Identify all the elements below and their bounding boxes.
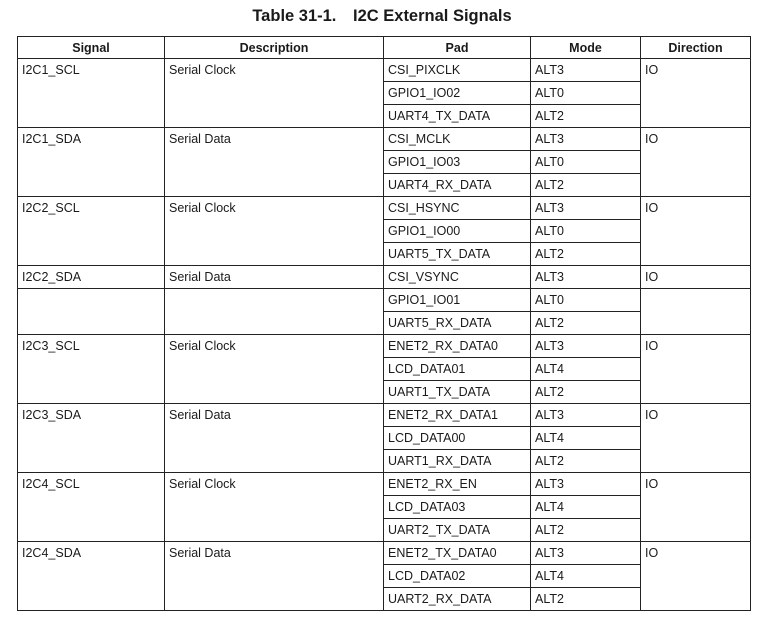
mode-cell: ALT4	[531, 358, 641, 381]
pad-cell: UART1_RX_DATA	[384, 450, 531, 473]
table-header	[18, 37, 751, 59]
pad-cell: ENET2_RX_DATA1	[384, 404, 531, 427]
header-pad: Pad	[384, 37, 531, 59]
mode-cell: ALT2	[531, 519, 641, 542]
description-cell: Serial Data	[165, 542, 384, 611]
mode-cell: ALT2	[531, 450, 641, 473]
signal-group	[18, 473, 751, 542]
mode-cell: ALT4	[531, 496, 641, 519]
signal-group	[18, 335, 751, 404]
pad-cell: CSI_PIXCLK	[384, 59, 531, 82]
pad-cell: ENET2_RX_EN	[384, 473, 531, 496]
pad-cell: ENET2_TX_DATA0	[384, 542, 531, 565]
pad-cell: UART2_RX_DATA	[384, 588, 531, 611]
direction-cell	[641, 289, 751, 335]
mode-cell: ALT3	[531, 473, 641, 496]
table-row	[18, 197, 751, 220]
signal-cell: I2C4_SDA	[18, 542, 165, 611]
pad-cell: CSI_HSYNC	[384, 197, 531, 220]
signal-cell: I2C4_SCL	[18, 473, 165, 542]
description-cell: Serial Clock	[165, 59, 384, 128]
mode-cell: ALT2	[531, 588, 641, 611]
header-direction: Direction	[641, 37, 751, 59]
signal-cell: I2C2_SCL	[18, 197, 165, 266]
pad-cell: LCD_DATA03	[384, 496, 531, 519]
header-mode: Mode	[531, 37, 641, 59]
table-row	[18, 473, 751, 496]
signal-group	[18, 197, 751, 266]
signals-table	[17, 36, 751, 611]
pad-cell: LCD_DATA01	[384, 358, 531, 381]
mode-cell: ALT3	[531, 335, 641, 358]
direction-cell: IO	[641, 266, 751, 289]
mode-cell: ALT4	[531, 565, 641, 588]
mode-cell: ALT0	[531, 82, 641, 105]
description-cell: Serial Data	[165, 404, 384, 473]
pad-cell: GPIO1_IO01	[384, 289, 531, 312]
mode-cell: ALT3	[531, 59, 641, 82]
description-cell: Serial Data	[165, 128, 384, 197]
signal-group	[18, 404, 751, 473]
mode-cell: ALT3	[531, 128, 641, 151]
description-cell: Serial Clock	[165, 335, 384, 404]
signal-group	[18, 128, 751, 197]
pad-cell: CSI_MCLK	[384, 128, 531, 151]
signal-cell: I2C1_SDA	[18, 128, 165, 197]
table-row	[18, 289, 751, 312]
signal-cell: I2C2_SDA	[18, 266, 165, 289]
direction-cell: IO	[641, 335, 751, 404]
direction-cell: IO	[641, 542, 751, 611]
mode-cell: ALT4	[531, 427, 641, 450]
description-cell: Serial Clock	[165, 197, 384, 266]
direction-cell: IO	[641, 197, 751, 266]
pad-cell: LCD_DATA02	[384, 565, 531, 588]
table-row	[18, 59, 751, 82]
table-title: I2C External Signals	[353, 7, 512, 25]
pad-cell: UART1_TX_DATA	[384, 381, 531, 404]
mode-cell: ALT2	[531, 105, 641, 128]
direction-cell: IO	[641, 59, 751, 128]
signal-cell: I2C3_SCL	[18, 335, 165, 404]
table-row	[18, 335, 751, 358]
table-row	[18, 266, 751, 289]
header-signal: Signal	[18, 37, 165, 59]
signal-cell: I2C3_SDA	[18, 404, 165, 473]
pad-cell: GPIO1_IO03	[384, 151, 531, 174]
pad-cell: UART5_RX_DATA	[384, 312, 531, 335]
signal-cell	[18, 289, 165, 335]
mode-cell: ALT2	[531, 312, 641, 335]
mode-cell: ALT0	[531, 220, 641, 243]
table-row	[18, 542, 751, 565]
mode-cell: ALT2	[531, 381, 641, 404]
mode-cell: ALT3	[531, 542, 641, 565]
direction-cell: IO	[641, 473, 751, 542]
pad-cell: UART4_TX_DATA	[384, 105, 531, 128]
header-description: Description	[165, 37, 384, 59]
pad-cell: UART4_RX_DATA	[384, 174, 531, 197]
description-cell	[165, 289, 384, 335]
mode-cell: ALT0	[531, 289, 641, 312]
description-cell: Serial Clock	[165, 473, 384, 542]
pad-cell: GPIO1_IO02	[384, 82, 531, 105]
pad-cell: UART5_TX_DATA	[384, 243, 531, 266]
signal-group	[18, 59, 751, 128]
signal-group	[18, 542, 751, 611]
mode-cell: ALT3	[531, 266, 641, 289]
pad-cell: UART2_TX_DATA	[384, 519, 531, 542]
description-cell: Serial Data	[165, 266, 384, 289]
direction-cell: IO	[641, 128, 751, 197]
pad-cell: LCD_DATA00	[384, 427, 531, 450]
mode-cell: ALT3	[531, 197, 641, 220]
mode-cell: ALT2	[531, 174, 641, 197]
pad-cell: CSI_VSYNC	[384, 266, 531, 289]
direction-cell: IO	[641, 404, 751, 473]
signal-group	[18, 266, 751, 289]
signal-cell: I2C1_SCL	[18, 59, 165, 128]
signal-group	[18, 289, 751, 335]
table-number: Table 31-1.	[252, 7, 337, 25]
mode-cell: ALT3	[531, 404, 641, 427]
pad-cell: GPIO1_IO00	[384, 220, 531, 243]
mode-cell: ALT0	[531, 151, 641, 174]
table-caption	[0, 7, 764, 26]
pad-cell: ENET2_RX_DATA0	[384, 335, 531, 358]
table-row	[18, 128, 751, 151]
table-row	[18, 404, 751, 427]
mode-cell: ALT2	[531, 243, 641, 266]
